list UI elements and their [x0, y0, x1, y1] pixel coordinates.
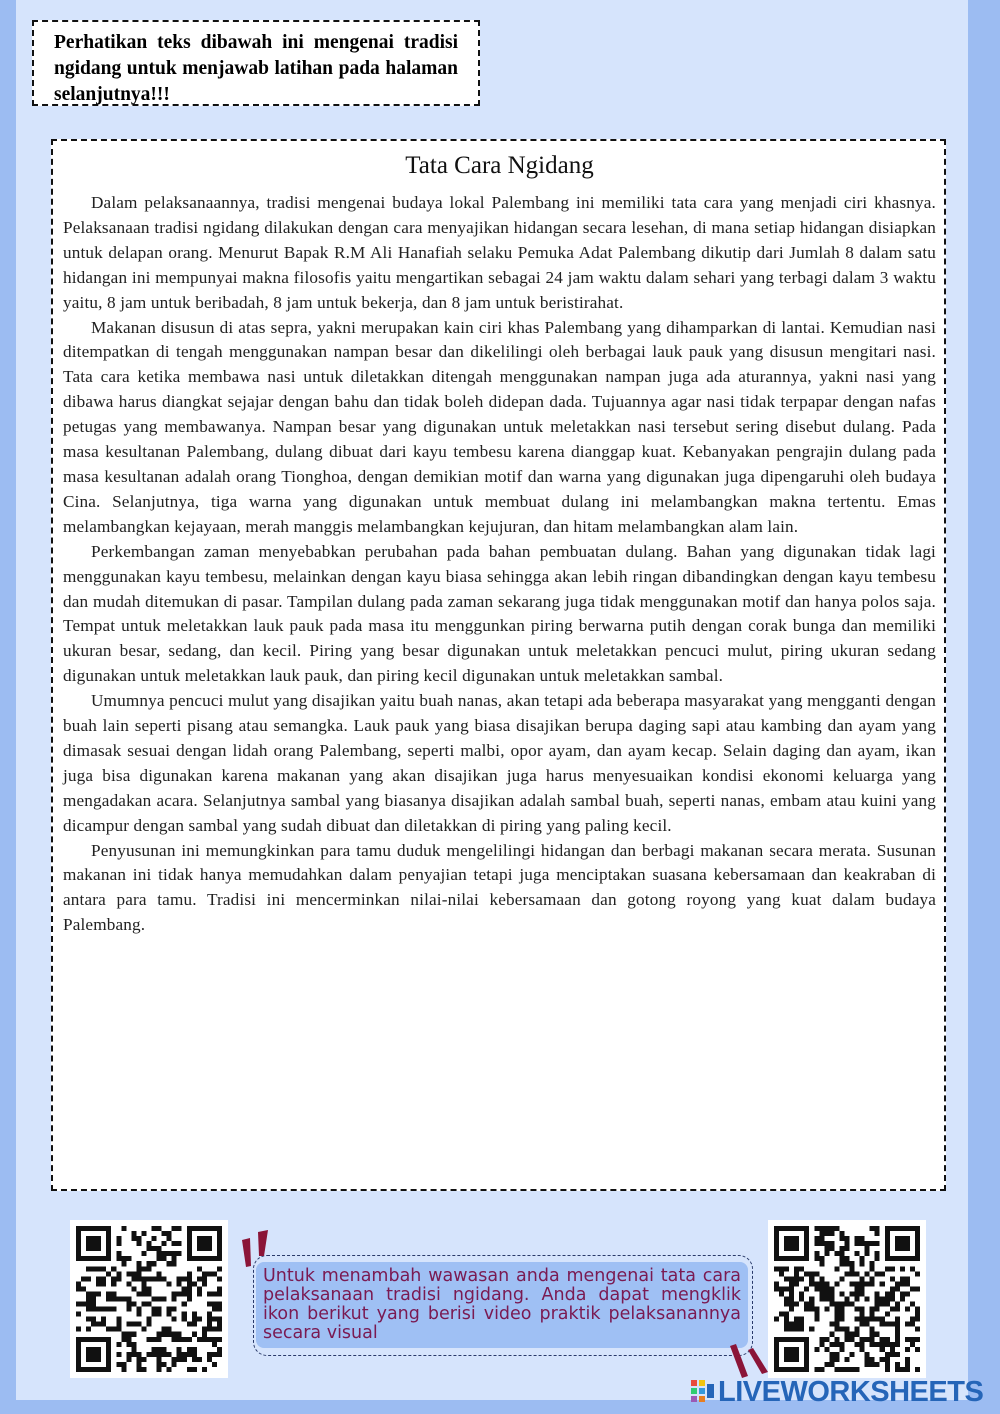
instruction-notice [32, 20, 480, 106]
brand-name: LIVEWORKSHEETS [718, 1376, 984, 1408]
instruction-text: Perhatikan teks dibawah ini mengenai tradisi ngidang untuk menjawab latihan pada halaman selanjutnya!!! [54, 32, 458, 105]
passage-title: Tata Cara Ngidang [405, 152, 594, 179]
video-info-callout: Untuk menambah wawasan anda mengenai tata cara pelaksanaan tradisi ngidang. Anda dapat mengklik ikon berikut yang berisi video praktik pelaksanannya secara visual [263, 1266, 741, 1343]
paragraph-1: Dalam pelaksanaannya, tradisi mengenai budaya lokal Palembang ini memiliki tata cara yang menjadi ciri khasnya. Pelaksanaan tradisi ngidang dilakukan dengan cara menyajikan hidangan secara lesehan, di mana setiap hidangan disiapkan untuk delapan orang. Menurut Bapak R.M Ali Hanafiah selaku Pemuka Adat Palembang dikutip dari Jumlah 8 dalam satu hidangan ini mempunyai makna filosofis yaitu mengartikan sebagai 24 jam waktu dalam sehari yang terbagi dalam 3 waktu yaitu, 8 jam untuk beribadah, 8 jam untuk bekerja, dan 8 jam untuk beristirahat. [63, 193, 936, 312]
qr-code-icon [774, 1226, 920, 1372]
liveworksheets-logo-icon [690, 1378, 716, 1404]
paragraph-2: Makanan disusun di atas sepra, yakni merupakan kain ciri khas Palembang yang dihamparkan di lantai. Kemudian nasi ditempatkan di tengah menggunakan nampan besar dan dikelilingi oleh berbagai lauk pauk yang disusun mengitari nasi. Tata cara ketika membawa nasi untuk diletakkan ditengah menggunakan nampan juga ada aturannya, yakni nasi yang dibawa harus diangkat sejajar dengan bahu dan tidak boleh didepan dada. Tujuannya agar nasi tidak terpapar dengan nafas petugas yang membawanya. Nampan besar yang digunakan untuk meletakkan nasi tersebut sering disebut dulang. Pada masa kesultanan Palembang, dulang dibuat dari kayu tembesu karena dianggap kuat. Kebanyakan pengrajin dulang pada masa kesultanan adalah orang Tionghoa, dengan demikian motif dan warna yang digunakan juga dipengaruhi oleh budaya Cina. Selanjutnya, tiga warna yang digunakan untuk membuat dulang ini melambangkan makna tertentu. Emas melambangkan kejayaan, merah manggis melambangkan kejujuran, dan hitam melambangkan alam lain. [63, 317, 936, 536]
video-link-qr-left[interactable] [70, 1220, 228, 1378]
video-link-qr-right[interactable] [768, 1220, 926, 1378]
quote-open-icon [234, 1226, 280, 1272]
qr-code-icon [76, 1226, 222, 1372]
paragraph-5: Penyusunan ini memungkinkan para tamu duduk mengelilingi hidangan dan berbagi makanan secara merata. Susunan makanan ini tidak hanya memudahkan dalam penyajian tetapi juga menciptakan suasana kebersamaan dan keakraban di antara para tamu. Tradisi ini mencerminkan nilai-nilai kebersamaan dan gotong royong yang kuat dalam budaya Palembang. [63, 840, 936, 935]
paragraph-4: Umumnya pencuci mulut yang disajikan yaitu buah nanas, akan tetapi ada beberapa masyarakat yang mengganti dengan buah lain seperti pisang atau semangka. Lauk pauk yang biasa disajikan berupa daging sapi atau kambing dan ayam yang dimasak sesuai dengan lidah orang Palembang, seperti malbi, opor ayam, dan ayam kecap. Selain daging dan ayam, ikan juga bisa digunakan karena makanan yang akan disajikan juga harus menyesuaikan kondisi ekonomi keluarga yang mengadakan acara. Selanjutnya sambal yang biasanya disajikan adalah sambal buah, seperti nanas, embam atau kuini yang dicampur dengan sambal yang sudah dibuat dan diletakkan di piring yang paling kecil. [63, 691, 936, 835]
liveworksheets-logo[interactable] [690, 1376, 990, 1408]
paragraph-3: Perkembangan zaman menyebabkan perubahan pada bahan pembuatan dulang. Bahan yang digunakan tidak lagi menggunakan kayu tembesu, melainkan dengan kayu biasa sehingga akan lebih ringan dibandingkan dengan kayu tembesu dan mudah ditemukan di pasar. Tampilan dulang pada zaman sekarang juga tidak menggunakan motif dan hanya polos saja. Tempat untuk meletakkan lauk pauk pada masa itu menggunkan piring berwarna putih dengan corak bunga dan memiliki ukuran besar, sedang, dan kecil. Piring yang besar digunakan untuk meletakkan pencuci mulut, piring ukuran sedang digunakan untuk meletakkan lauk pauk, dan piring kecil digunakan untuk meletakkan sambal. [63, 541, 936, 686]
reading-passage [51, 139, 946, 1191]
